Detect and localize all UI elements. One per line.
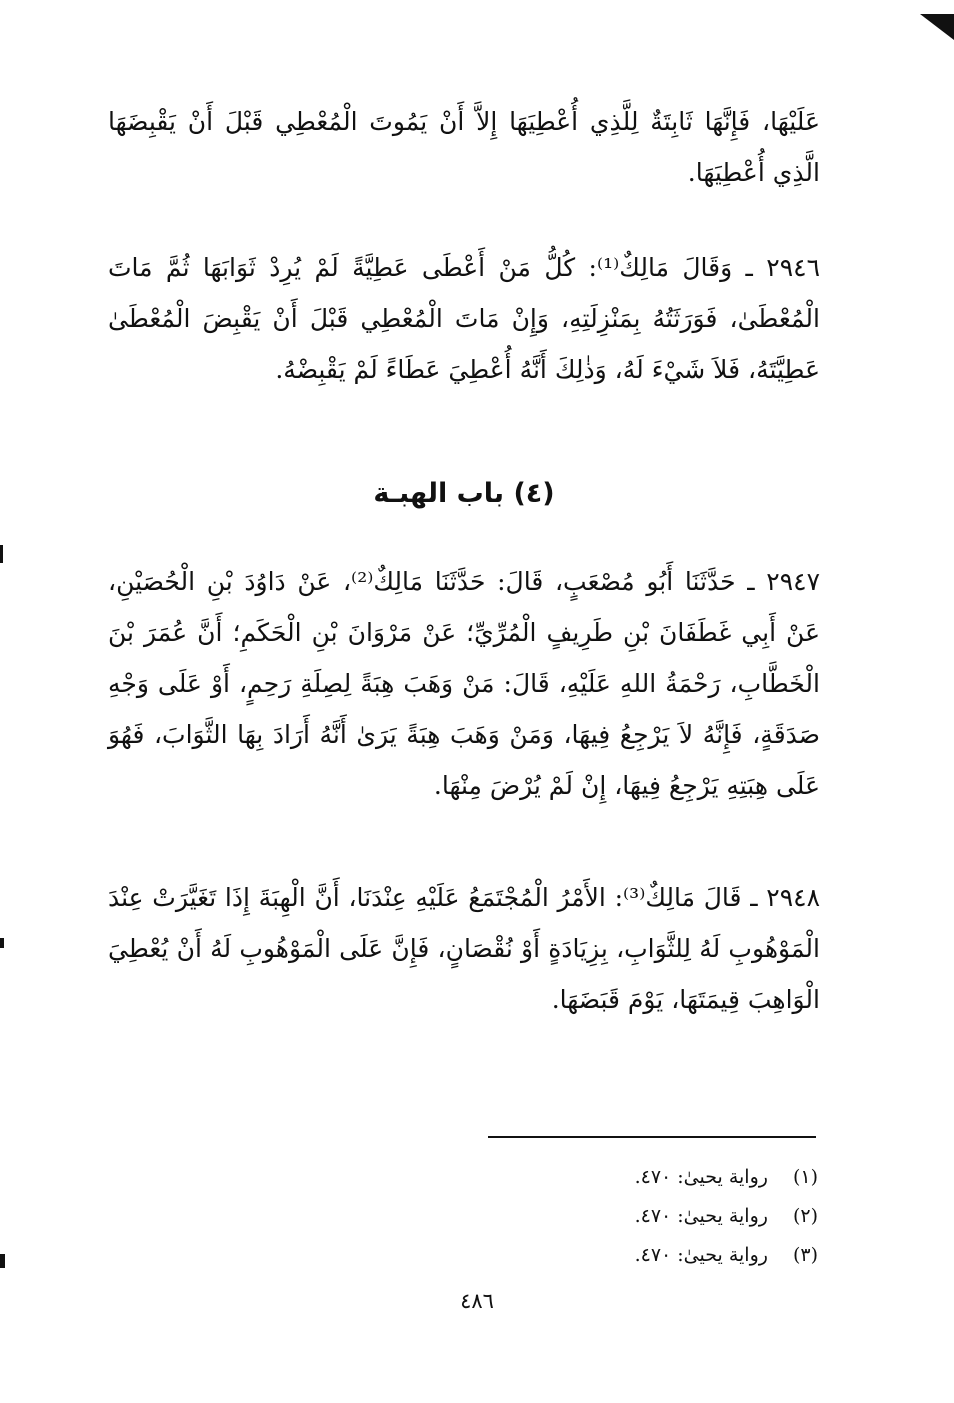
footnote-number: (٣) xyxy=(792,1244,818,1266)
footnote-number: (١) xyxy=(792,1166,818,1188)
footnote-separator xyxy=(488,1136,816,1138)
scan-edge-mark xyxy=(0,545,3,563)
corner-triangle-mark xyxy=(920,14,954,40)
footnote-text: رواية يحيىٰ: ٤٧٠. xyxy=(634,1244,768,1266)
footnote-number: (٢) xyxy=(792,1205,818,1227)
paragraph-2946: ٢٩٤٦ ـ وَقَالَ مَالِكٌ⁽¹⁾: كُلُّ مَنْ أَعْطَى عَطِيَّةً لَمْ يُرِدْ ثَوَابَهَا ثُمَّ مَاتَ الْمُعْطَىٰ، فَوَرَثَتُهُ بِمَنْزِلَتِهِ، وَإِنْ مَاتَ الْمُعْطِي قَبْلَ أَنْ يَقْبِضَ الْمُعْطَىٰ عَطِيَّتَهُ، فَلاَ شَيْءَ لَهُ، وَذٰلِكَ أَنَّهُ أُعْطِيَ عَطَاءً لَمْ يَقْبِضْهُ. xyxy=(108,253,820,384)
footnote-text: رواية يحيىٰ: ٤٧٠. xyxy=(634,1205,768,1227)
paragraph-2948: ٢٩٤٨ ـ قَالَ مَالِكٌ⁽³⁾: الأَمْرُ الْمُجْتَمَعُ عَلَيْهِ عِنْدَنَا، أَنَّ الْهِبَةَ إِذَا تَغَيَّرَتْ عِنْدَ الْمَوْهُوبِ لَهُ لِلثَّوَابِ، بِزِيَادَةٍ أَوْ نُقْصَانٍ، فَإِنَّ عَلَى الْمَوْهُوبِ لَهُ أَنْ يُعْطِيَ الْوَاهِبَ قِيمَتَهَا، يَوْمَ قَبَضَهَا. xyxy=(108,883,820,1014)
footnote-item xyxy=(420,1158,818,1197)
paragraph-2947: ٢٩٤٧ ـ حَدَّثَنَا أَبُو مُصْعَبٍ، قَالَ: حَدَّثَنَا مَالِكٌ⁽²⁾، عَنْ دَاوُدَ بْنِ الْحُصَيْنِ، عَنْ أَبِي غَطَفَانَ بْنِ طَرِيفٍ الْمُرِّيِّ؛ عَنْ مَرْوَانَ بْنِ الْحَكَمِ؛ أَنَّ عُمَرَ بْنَ الْخَطَّابِ، رَحْمَةُ اللهِ عَلَيْهِ، قَالَ: مَنْ وَهَبَ هِبَةً لِصِلَةِ رَحِمٍ، أَوْ عَلَى وَجْهِ صَدَقَةٍ، فَإِنَّهُ لاَ يَرْجِعُ فِيهَا، وَمَنْ وَهَبَ هِبَةً يَرَىٰ أَنَّهُ أَرَادَ بِهَا الثَّوَابَ، فَهُوَ عَلَى هِبَتِهِ يَرْجِعُ فِيهَا، إِنْ لَمْ يُرْضَ مِنْهَا. xyxy=(108,567,820,800)
footnote-item xyxy=(420,1197,818,1236)
footnote-text: رواية يحيىٰ: ٤٧٠. xyxy=(634,1166,768,1188)
footnotes xyxy=(420,1158,818,1275)
paragraph-continuation: عَلَيْهَا، فَإِنَّهَا ثَابِتَةٌ لِلَّذِي أُعْطِيَهَا إِلاَّ أَنْ يَمُوتَ الْمُعْطِي قَبْلَ أَنْ يَقْبِضَهَا الَّذِي أُعْطِيَهَا. xyxy=(108,107,820,187)
chapter-heading: (٤) باب الهبـة xyxy=(373,478,555,509)
footnote-item xyxy=(420,1236,818,1275)
scan-edge-mark xyxy=(0,938,4,948)
page-number: ٤٨٦ xyxy=(460,1289,494,1313)
scan-edge-mark xyxy=(0,1254,5,1268)
